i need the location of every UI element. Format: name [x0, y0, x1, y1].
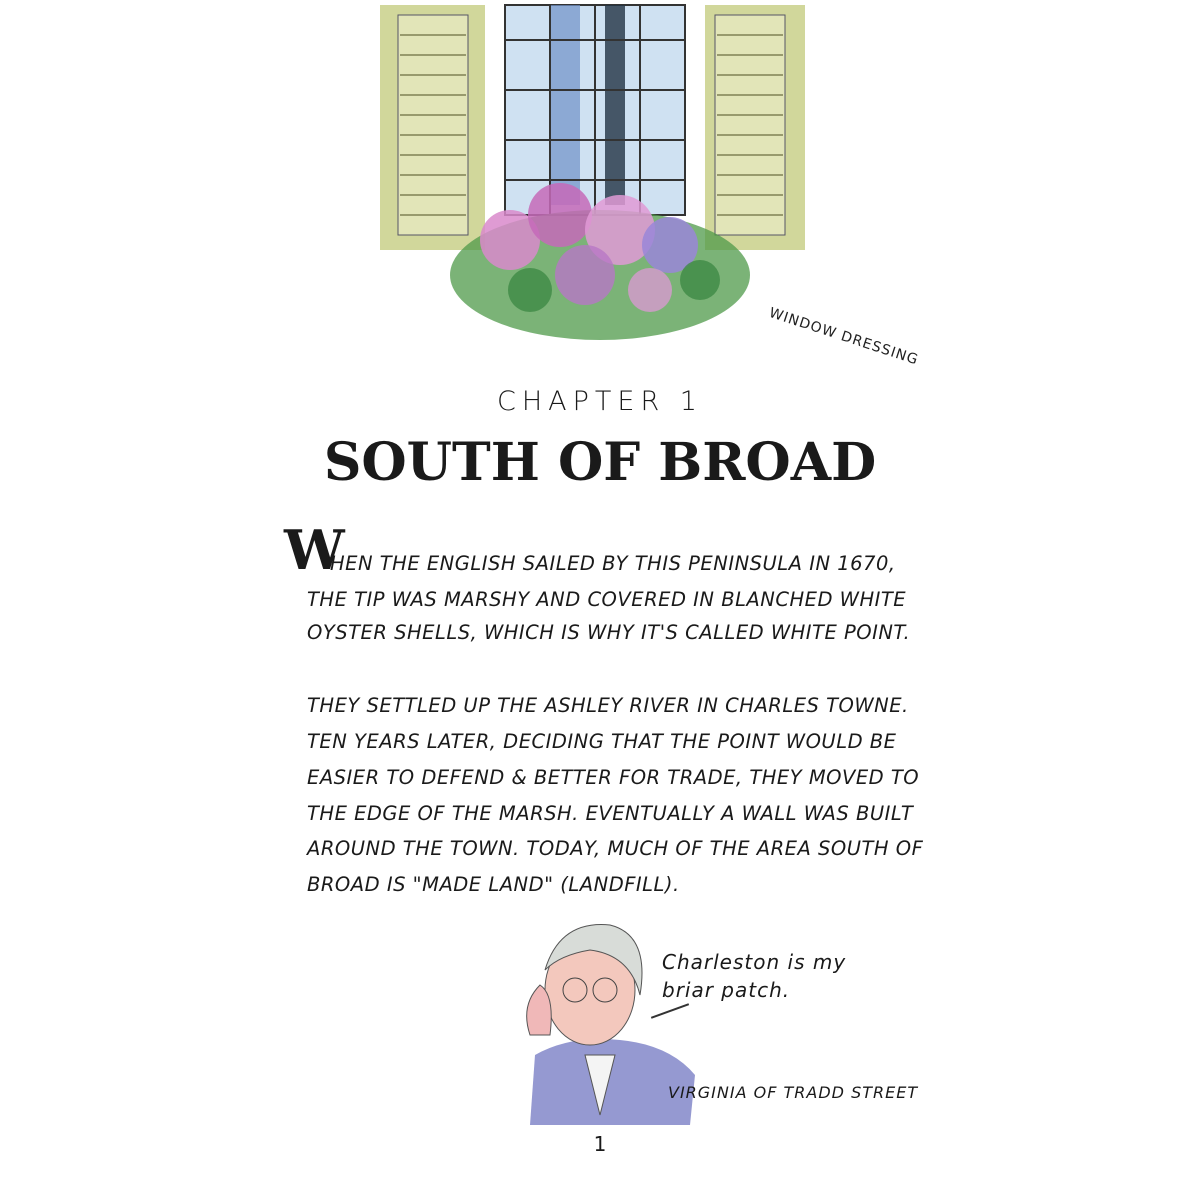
body-line: AROUND THE TOWN. TODAY, MUCH OF THE AREA SOUTH OF: [307, 837, 924, 860]
page-number: 1: [593, 1132, 607, 1156]
speech-line: Charleston is my: [662, 950, 847, 974]
body-line: THE TIP WAS MARSHY AND COVERED IN BLANCHED WHITE: [307, 588, 907, 611]
drop-cap: W: [284, 518, 345, 582]
body-line: THE EDGE OF THE MARSH. EVENTUALLY A WALL WAS BUILT: [307, 802, 914, 825]
body-line: BROAD IS "MADE LAND" (LANDFILL).: [307, 873, 680, 896]
body-line: HEN THE ENGLISH SAILED BY THIS PENINSULA IN 1670,: [330, 552, 896, 575]
portrait-caption: VIRGINIA OF TRADD STREET: [668, 1083, 919, 1102]
chapter-label: CHAPTER 1: [497, 386, 703, 417]
left-shutter: [380, 5, 485, 250]
body-line: EASIER TO DEFEND & BETTER FOR TRADE, THEY MOVED TO: [307, 766, 920, 789]
body-line: THEY SETTLED UP THE ASHLEY RIVER IN CHARLES TOWNE.: [307, 694, 909, 717]
window-flowerbox-illustration: [370, 0, 820, 360]
window-panes: [505, 5, 685, 215]
chapter-title: SOUTH OF BROAD: [323, 432, 877, 493]
right-shutter: [705, 5, 805, 250]
speech-line: briar patch.: [662, 978, 791, 1002]
body-line: TEN YEARS LATER, DECIDING THAT THE POINT WOULD BE: [307, 730, 897, 753]
body-line: OYSTER SHELLS, WHICH IS WHY IT'S CALLED WHITE POINT.: [307, 621, 911, 644]
illustration-caption: WINDOW DRESSING: [767, 305, 921, 369]
speech-bubble: [662, 948, 846, 1004]
